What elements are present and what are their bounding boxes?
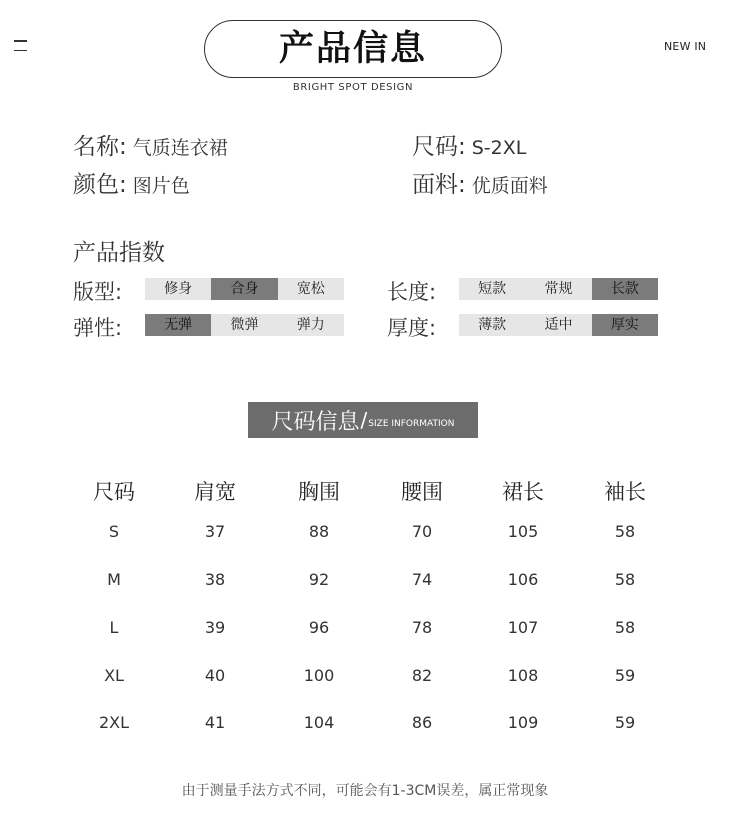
index-label: 弹性: xyxy=(73,316,123,340)
size-info-banner xyxy=(248,402,478,438)
table-cell: 40 xyxy=(204,666,226,685)
size-label: 尺码: xyxy=(412,134,466,160)
size-info-title: 尺码信息 xyxy=(271,409,360,435)
color-label: 颜色: xyxy=(73,172,127,198)
table-cell: 70 xyxy=(411,522,433,541)
table-header: 肩宽 xyxy=(194,480,236,504)
page-title: 产品信息 xyxy=(204,20,502,78)
table-cell: 41 xyxy=(204,713,226,732)
name-label: 名称: xyxy=(73,134,127,160)
index-scale xyxy=(145,314,344,336)
index-option: 微弹 xyxy=(211,314,277,336)
page-subtitle: BRIGHT SPOT DESIGN xyxy=(292,82,414,93)
index-option: 常规 xyxy=(525,278,591,300)
table-header: 裙长 xyxy=(502,480,544,504)
table-cell: 104 xyxy=(303,713,335,732)
index-scale xyxy=(459,314,658,336)
index-option: 修身 xyxy=(145,278,211,300)
index-option: 短款 xyxy=(459,278,525,300)
name-value: 气质连衣裙 xyxy=(132,137,228,159)
color-info xyxy=(73,166,190,199)
table-cell: 58 xyxy=(614,522,636,541)
table-cell: 106 xyxy=(507,570,539,589)
table-cell: 88 xyxy=(308,522,330,541)
menu-icon[interactable] xyxy=(14,40,27,51)
table-cell: 38 xyxy=(204,570,226,589)
index-label: 长度: xyxy=(387,280,437,304)
table-cell: 74 xyxy=(411,570,433,589)
table-cell: 78 xyxy=(411,618,433,637)
fabric-info xyxy=(412,166,548,199)
index-option: 宽松 xyxy=(278,278,344,300)
table-header: 腰围 xyxy=(401,480,443,504)
table-cell: 58 xyxy=(614,570,636,589)
table-cell: 2XL xyxy=(98,713,130,732)
table-header: 袖长 xyxy=(604,480,646,504)
table-cell: 86 xyxy=(411,713,433,732)
table-cell: 82 xyxy=(411,666,433,685)
table-cell: 96 xyxy=(308,618,330,637)
table-header: 胸围 xyxy=(298,480,340,504)
index-option: 无弹 xyxy=(145,314,211,336)
index-option: 长款 xyxy=(592,278,658,300)
index-label: 版型: xyxy=(73,280,123,304)
table-cell: 58 xyxy=(614,618,636,637)
index-label: 厚度: xyxy=(387,316,437,340)
table-cell: M xyxy=(107,570,121,589)
index-scale xyxy=(459,278,658,300)
table-header: 尺码 xyxy=(93,480,135,504)
index-option: 薄款 xyxy=(459,314,525,336)
footer-note: 由于测量手法方式不同，可能会有1-3CM误差，属正常现象 xyxy=(181,783,549,799)
size-info-slash: / xyxy=(360,408,368,432)
index-option: 厚实 xyxy=(592,314,658,336)
fabric-label: 面料: xyxy=(412,172,466,198)
table-cell: 59 xyxy=(614,713,636,732)
table-cell: 105 xyxy=(507,522,539,541)
table-cell: XL xyxy=(104,666,124,685)
table-cell: 107 xyxy=(507,618,539,637)
product-index-title: 产品指数 xyxy=(73,240,165,266)
name-info xyxy=(73,128,228,161)
table-cell: 39 xyxy=(204,618,226,637)
index-scale xyxy=(145,278,344,300)
size-info-subtitle: SIZE INFORMATION xyxy=(368,418,455,429)
table-cell: 109 xyxy=(507,713,539,732)
new-in-label: NEW IN xyxy=(664,40,707,53)
index-option: 适中 xyxy=(525,314,591,336)
color-value: 图片色 xyxy=(132,175,190,197)
table-cell: 59 xyxy=(614,666,636,685)
table-cell: 92 xyxy=(308,570,330,589)
index-option: 合身 xyxy=(211,278,277,300)
table-cell: 108 xyxy=(507,666,539,685)
table-cell: S xyxy=(108,522,120,541)
fabric-value: 优质面料 xyxy=(471,175,548,197)
table-cell: L xyxy=(109,618,119,637)
table-cell: 100 xyxy=(303,666,335,685)
table-cell: 37 xyxy=(204,522,226,541)
size-value: S-2XL xyxy=(471,137,527,159)
size-info xyxy=(412,128,526,161)
index-option: 弹力 xyxy=(278,314,344,336)
